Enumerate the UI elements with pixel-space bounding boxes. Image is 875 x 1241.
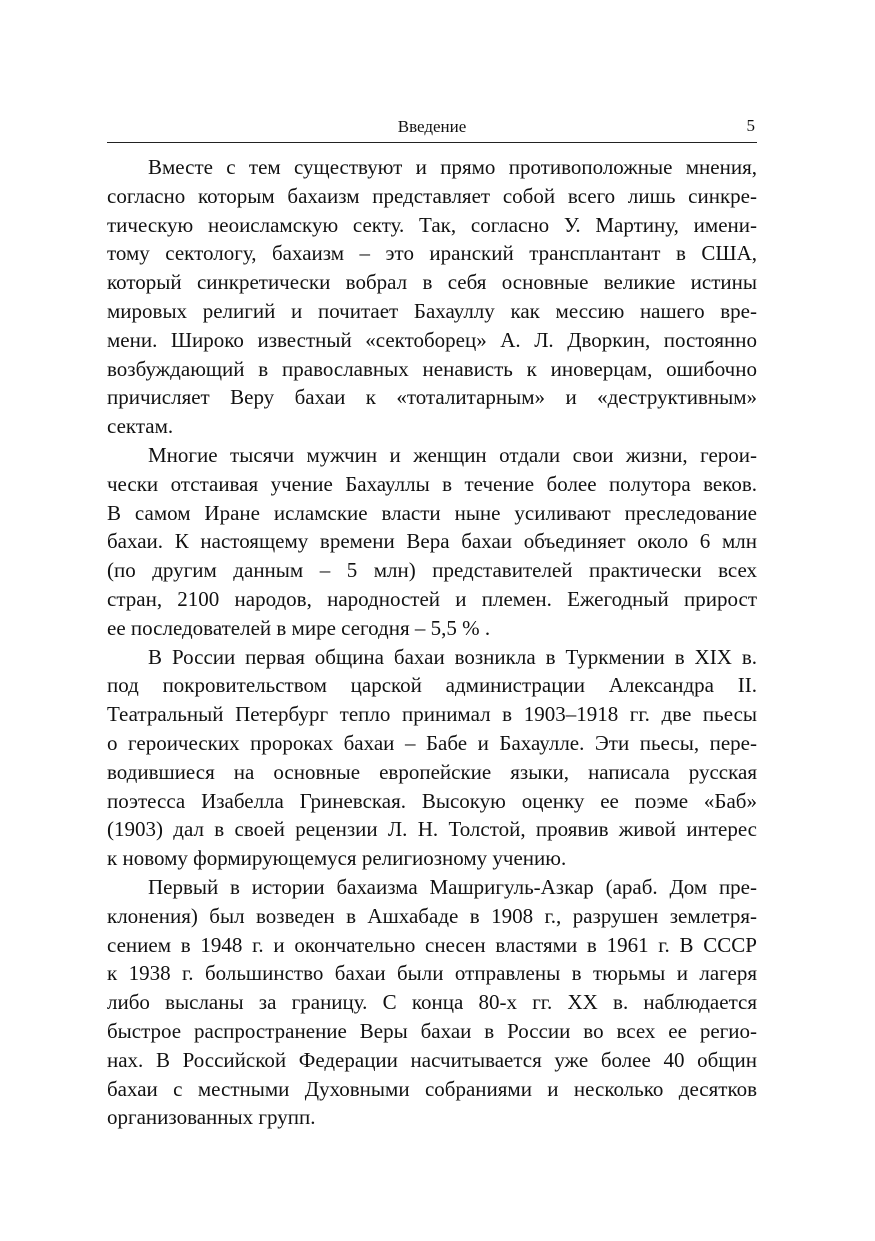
text-line: поэтесса Изабелла Гриневская. Высокую оценку ее поэме «Баб»: [107, 788, 757, 813]
text-line: причисляет Веру бахаи к «тоталитарным» и «деструктивным»: [107, 385, 757, 410]
text-line: ее последователей в мире сегодня – 5,5 % .: [107, 615, 491, 640]
paragraph-1: [107, 153, 757, 441]
text-line: Первый в истории бахаизма Машригуль-Азкар (араб. Дом пре-: [148, 874, 757, 899]
section-title: Введение: [397, 117, 467, 136]
text-line: быстрое распространение Веры бахаи в России во всех ее регио-: [107, 1018, 757, 1043]
text-line: возбуждающий в православных ненависть к иноверцам, ошибочно: [107, 356, 757, 381]
text-line: о героических пророках бахаи – Бабе и Бахаулле. Эти пьесы, пере-: [107, 730, 757, 755]
text-line: тому сектологу, бахаизм – это иранский трансплантант в США,: [107, 241, 757, 266]
text-line: к новому формирующемуся религиозному учению.: [107, 846, 567, 871]
text-line: (по другим данным – 5 млн) представителей практически всех: [107, 558, 757, 583]
text-line: В России первая община бахаи возникла в Туркмении в XIX в.: [148, 644, 757, 669]
text-line: либо высланы за границу. С конца 80-х гг. XX в. наблюдается: [107, 990, 757, 1015]
page-number: 5: [746, 116, 755, 135]
text-line: Многие тысячи мужчин и женщин отдали свои жизни, герои-: [148, 442, 757, 467]
text-line: В самом Иране исламские власти ныне усиливают преследование: [107, 500, 757, 525]
paragraph-2: [107, 441, 757, 643]
text-line: организованных групп.: [107, 1105, 316, 1130]
text-line: клонения) был возведен в Ашхабаде в 1908 г., разрушен землетря-: [107, 903, 757, 928]
text-line: водившиеся на основные европейские языки, написала русская: [107, 759, 757, 784]
text-line: нах. В Российской Федерации насчитывается уже более 40 общин: [107, 1047, 757, 1072]
text-line: Театральный Петербург тепло принимал в 1903–1918 гг. две пьесы: [107, 702, 757, 727]
running-header: [107, 112, 757, 143]
text-line: который синкретически вобрал в себя основные великие истины: [107, 270, 757, 295]
text-line: Вместе с тем существуют и прямо противоположные мнения,: [148, 155, 757, 179]
text-line: тическую неоисламскую секту. Так, согласно У. Мартину, имени-: [107, 212, 757, 237]
text-line: мировых религий и почитает Бахауллу как мессию нашего вре-: [107, 298, 757, 323]
text-line: (1903) дал в своей рецензии Л. Н. Толстой, проявив живой интерес: [107, 817, 757, 842]
text-line: мени. Широко известный «сектоборец» А. Л. Дворкин, постоянно: [107, 327, 757, 352]
text-line: стран, 2100 народов, народностей и племен. Ежегодный прирост: [107, 586, 757, 611]
text-line: сектам.: [107, 414, 174, 439]
paragraph-4: [107, 873, 757, 1132]
body-text: [107, 153, 757, 1132]
text-line: сением в 1948 г. и окончательно снесен властями в 1961 г. В СССР: [107, 932, 757, 957]
text-line: бахаи с местными Духовными собраниями и несколько десятков: [107, 1076, 757, 1101]
text-line: к 1938 г. большинство бахаи были отправлены в тюрьмы и лагеря: [107, 961, 757, 986]
text-line: чески отстаивая учение Бахауллы в течение более полутора веков.: [107, 471, 757, 496]
paragraph-3: [107, 643, 757, 873]
text-line: под покровительством царской администрации Александра II.: [107, 673, 757, 698]
text-line: бахаи. К настоящему времени Вера бахаи объединяет около 6 млн: [107, 529, 757, 554]
text-line: согласно которым бахаизм представляет собой всего лишь синкре-: [107, 183, 757, 208]
